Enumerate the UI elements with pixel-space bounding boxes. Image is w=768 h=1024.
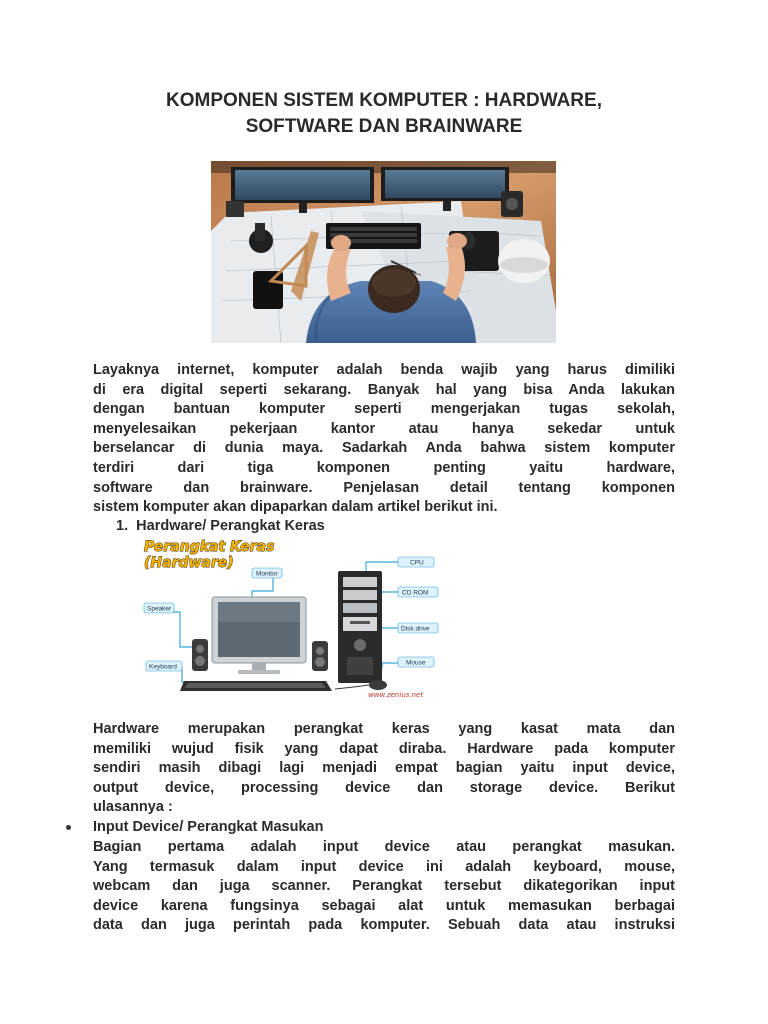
label-cpu: CPU: [410, 559, 424, 567]
input-line: data dan juga perintah pada komputer. Sebuah data atau instruksi: [93, 917, 675, 934]
label-speaker: Speaker: [147, 605, 172, 613]
input-line: Yang termasuk dalam input device ini adalah keyboard, mouse,: [93, 858, 675, 875]
diagram-title-line-2: (Hardware): [144, 555, 234, 571]
intro-line: sistem komputer akan dipaparkan dalam artikel berikut ini.: [93, 499, 498, 516]
label-monitor: Monitor: [256, 570, 278, 578]
input-line: webcam dan juga scanner. Perangkat tersebut dikategorikan input: [93, 878, 675, 895]
page-title-line-1: KOMPONEN SISTEM KOMPUTER : HARDWARE,: [166, 90, 602, 111]
label-keyboard: Keyboard: [149, 663, 177, 671]
input-line: Bagian pertama adalah input device atau perangkat masukan.: [93, 839, 675, 855]
page-title-line-2: SOFTWARE DAN BRAINWARE: [245, 116, 523, 137]
intro-line: berselancar di dunia maya. Sadarkah Anda bahwa sistem komputer: [93, 440, 675, 457]
intro-line: di era digital seperti sekarang. Banyak hal yang bisa Anda lakukan: [93, 381, 675, 398]
intro-paragraph: [93, 361, 675, 518]
intro-line: menyelesaikan pekerjaan kantor atau hanya sekedar untuk: [93, 420, 675, 437]
cpu-tower-illustration: [338, 571, 382, 683]
section-heading-text: Hardware/ Perangkat Keras: [136, 518, 325, 534]
keyboard-illustration: [180, 681, 332, 691]
hardware-line: Hardware merupakan perangkat keras yang kasat mata dan: [93, 721, 675, 737]
diagram-title-line-1: Perangkat Keras: [144, 539, 275, 555]
intro-line: software dan brainware. Penjelasan detail tentang komponen: [93, 479, 675, 496]
monitor-illustration: [212, 597, 306, 674]
label-cdrom: CD ROM: [402, 589, 429, 597]
hardware-line: sendiri masih dibagi lagi menjadi empat bagian yaitu input device,: [93, 760, 675, 777]
diagram-watermark: www.zenius.net: [368, 691, 424, 699]
input-device-paragraph: [93, 838, 675, 936]
label-mouse: Mouse: [406, 659, 426, 667]
page-title: [92, 88, 676, 140]
intro-line: dengan bantuan komputer seperti mengerjakan tugas sekolah,: [93, 401, 675, 418]
bullet-heading: Input Device/ Perangkat Masukan: [93, 819, 324, 835]
hardware-line: memiliki wujud fisik yang dapat diraba. Hardware pada komputer: [93, 740, 675, 757]
label-disk-drive: Disk drive: [401, 625, 430, 633]
bullet-icon: [66, 825, 71, 830]
list-number: 1.: [116, 518, 129, 534]
section-heading-hardware: [116, 517, 325, 537]
intro-line: Layaknya internet, komputer adalah benda wajib yang harus dimiliki: [93, 362, 675, 378]
input-line: device karena fungsinya sebagai alat untuk memasukan berbagai: [93, 897, 675, 914]
hardware-line: output device, processing device dan storage device. Berikut: [93, 779, 675, 796]
intro-line: terdiri dari tiga komponen penting yaitu hardware,: [93, 459, 675, 476]
hardware-line: ulasannya :: [93, 799, 173, 816]
hardware-diagram: [140, 537, 450, 700]
header-photo: [211, 161, 556, 343]
hardware-paragraph: [93, 720, 675, 818]
